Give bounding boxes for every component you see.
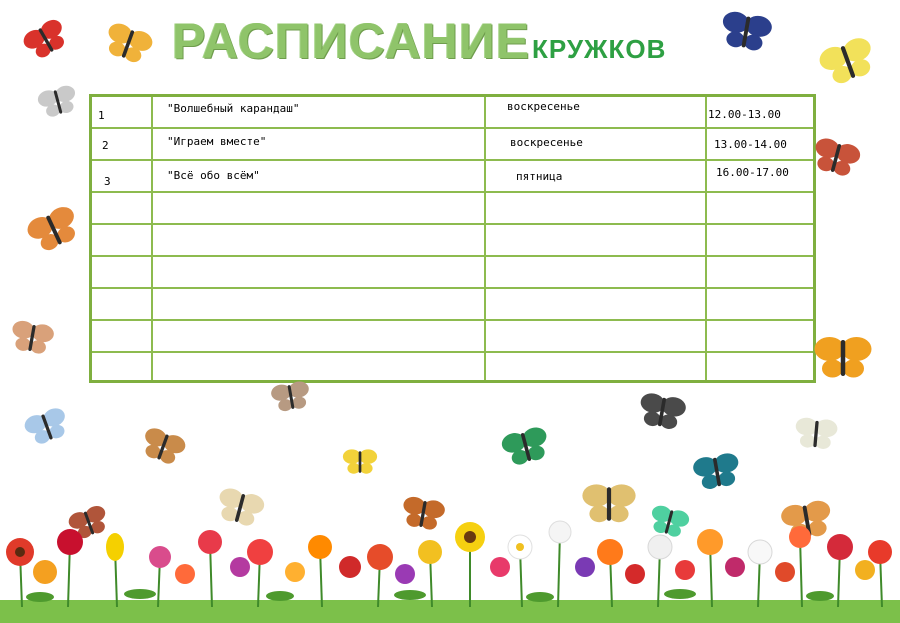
row-number: 3	[104, 175, 111, 188]
club-name: "Волшебный карандаш"	[167, 102, 300, 115]
butterfly-icon	[343, 449, 377, 473]
butterfly-icon	[138, 425, 187, 467]
butterfly-icon	[692, 451, 743, 491]
butterfly-icon	[815, 337, 872, 378]
table-row	[92, 289, 813, 321]
schedule-table	[89, 94, 816, 383]
butterfly-icon	[270, 380, 312, 413]
table-row	[92, 353, 813, 380]
club-time: 16.00-17.00	[716, 166, 789, 179]
butterfly-icon	[36, 84, 80, 120]
table-row	[92, 321, 813, 353]
club-time: 13.00-14.00	[714, 138, 787, 151]
flower-meadow	[0, 512, 900, 623]
butterfly-icon	[22, 405, 71, 447]
club-day: воскресенье	[510, 136, 583, 149]
club-day: пятница	[516, 170, 563, 183]
butterfly-icon	[500, 425, 552, 468]
club-time: 12.00-13.00	[708, 108, 781, 121]
page-subtitle: КРУЖКОВ	[532, 34, 667, 64]
butterfly-icon	[101, 20, 155, 66]
table-row	[92, 193, 813, 225]
butterfly-icon	[637, 391, 688, 431]
page-title: РАСПИСАНИЕ	[172, 13, 531, 69]
table-row	[92, 257, 813, 289]
butterfly-icon	[816, 34, 879, 88]
butterfly-icon	[24, 203, 84, 256]
table-row	[92, 161, 813, 193]
club-name: "Всё обо всём"	[167, 169, 260, 182]
row-number: 2	[102, 139, 109, 152]
butterfly-icon	[9, 319, 55, 356]
butterfly-icon	[20, 16, 71, 63]
table-row	[92, 97, 813, 129]
butterfly-icon	[810, 136, 862, 179]
club-name: "Играем вместе"	[167, 135, 267, 148]
butterfly-icon	[794, 417, 838, 450]
table-row	[92, 129, 813, 161]
butterfly-icon	[719, 10, 774, 53]
club-day: воскресенье	[507, 100, 580, 113]
table-row	[92, 225, 813, 257]
row-number: 1	[98, 109, 105, 122]
